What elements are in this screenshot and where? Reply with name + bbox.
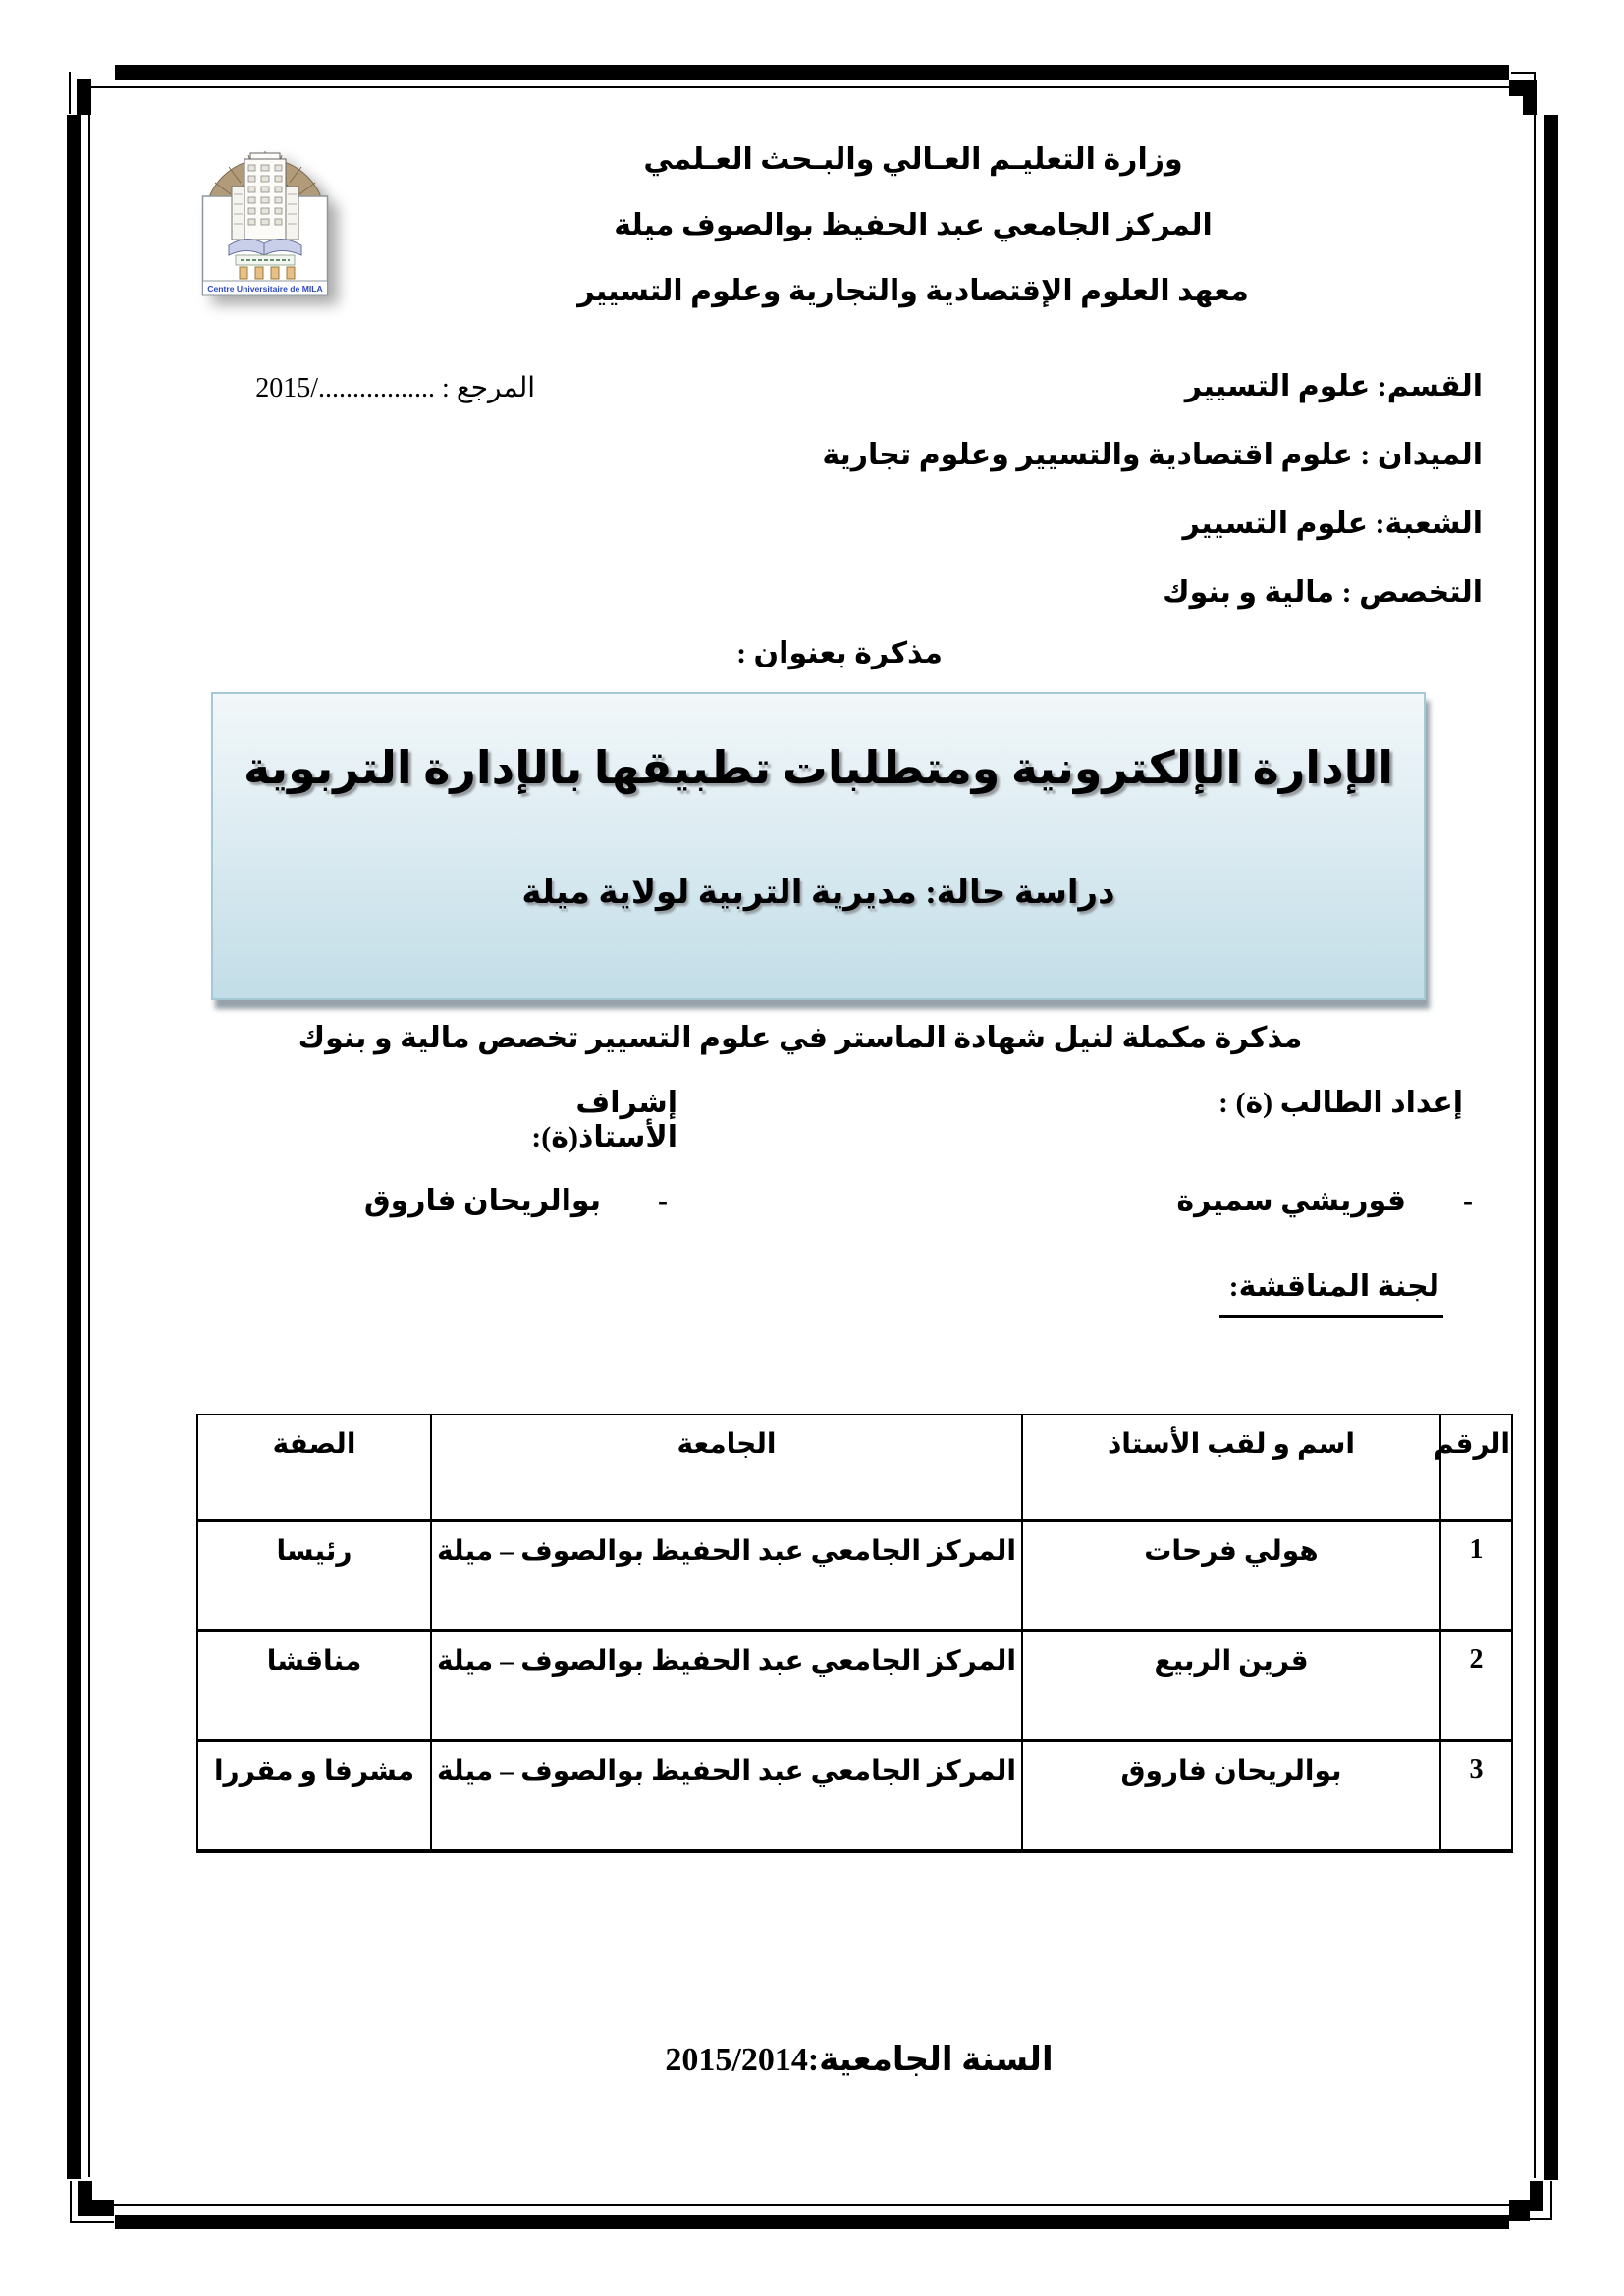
frame-segment bbox=[1544, 115, 1558, 2180]
professor-university: المركز الجامعي عبد الحفيظ بوالصوف – ميلة bbox=[431, 1631, 1022, 1741]
student-name-line bbox=[1176, 1184, 1473, 1218]
student-name: قوريشي سميرة bbox=[1176, 1185, 1406, 1217]
professor-role: رئيسا bbox=[197, 1521, 431, 1631]
thesis-title: الإدارة الإلكترونية ومتطلبات تطبيقها بالإدارة التربوية bbox=[243, 743, 1393, 793]
reference-line: المرجع : ................./2015 bbox=[255, 373, 535, 403]
col-header-role: الصفة bbox=[197, 1415, 431, 1521]
frame-segment bbox=[114, 2204, 1510, 2206]
ministry-line: وزارة التعليـم العـالي والبـحث العـلمي bbox=[643, 143, 1183, 176]
committee-label: لجنة المناقشة: bbox=[1219, 1269, 1443, 1318]
row-number: 2 bbox=[1440, 1631, 1512, 1741]
frame-segment bbox=[88, 94, 90, 2177]
row-number: 1 bbox=[1440, 1521, 1512, 1631]
supervision-label: إشراف الأستاذ(ة): bbox=[531, 1087, 677, 1153]
frame-segment bbox=[77, 79, 91, 115]
professor-role: مناقشا bbox=[197, 1631, 431, 1741]
professor-university: المركز الجامعي عبد الحفيظ بوالصوف – ميلة bbox=[431, 1741, 1022, 1852]
frame-segment bbox=[115, 65, 1509, 80]
memo-title-label: مذكرة بعنوان : bbox=[736, 637, 943, 669]
row-number: 3 bbox=[1440, 1741, 1512, 1852]
academic-year-line: السنة الجامعية:2015/2014 bbox=[665, 2042, 1054, 2078]
branch-line: الشعبة: علوم التسيير bbox=[1182, 507, 1483, 540]
prepared-by-label: إعداد الطالب (ة) : bbox=[1218, 1087, 1463, 1119]
university-logo bbox=[201, 145, 329, 296]
frame-segment bbox=[1509, 2218, 1552, 2220]
degree-line: مذكرة مكملة لنيل شهادة الماستر في علوم التسيير تخصص مالية و بنوك bbox=[298, 1022, 1303, 1054]
committee-label-wrap bbox=[1219, 1269, 1443, 1318]
institute-line: معهد العلوم الإقتصادية والتجارية وعلوم التسيير bbox=[577, 275, 1249, 307]
list-dash: - bbox=[658, 1185, 668, 1217]
field-line: الميدان : علوم اقتصادية والتسيير وعلوم تجارية bbox=[822, 439, 1483, 471]
frame-segment bbox=[92, 2200, 114, 2216]
professor-name: بوالريحان فاروق bbox=[1022, 1741, 1440, 1852]
committee-table bbox=[196, 1414, 1513, 1853]
list-dash: - bbox=[1463, 1185, 1473, 1217]
university-logo-icon bbox=[201, 145, 329, 296]
table-row bbox=[197, 1741, 1512, 1852]
frame-segment bbox=[69, 72, 71, 114]
professor-university: المركز الجامعي عبد الحفيظ بوالصوف – ميلة bbox=[431, 1521, 1022, 1631]
professor-name: هولي فرحات bbox=[1022, 1521, 1440, 1631]
frame-segment bbox=[91, 86, 1535, 88]
frame-segment bbox=[67, 115, 81, 2179]
professor-role: مشرفا و مقررا bbox=[197, 1741, 431, 1852]
frame-segment bbox=[70, 2181, 72, 2223]
document-header bbox=[334, 137, 1492, 335]
thesis-subtitle: دراسة حالة: مديرية التربية لولاية ميلة bbox=[521, 875, 1115, 911]
frame-segment bbox=[1523, 94, 1537, 115]
frame-segment bbox=[70, 2221, 114, 2223]
supervisor-name: بوالريحان فاروق bbox=[363, 1185, 601, 1217]
frame-segment bbox=[1534, 72, 1536, 2178]
department-line: القسم: علوم التسيير bbox=[1184, 370, 1483, 402]
thesis-title-box bbox=[211, 692, 1426, 1000]
table-row bbox=[197, 1521, 1512, 1631]
frame-segment bbox=[1530, 2181, 1543, 2211]
frame-segment bbox=[1550, 2181, 1552, 2220]
table-header-row bbox=[197, 1415, 1512, 1521]
frame-segment bbox=[1511, 72, 1536, 74]
frame-segment bbox=[115, 2215, 1509, 2229]
specialty-line: التخصص : مالية و بنوك bbox=[1163, 576, 1483, 609]
col-header-professor: اسم و لقب الأستاذ bbox=[1022, 1415, 1440, 1521]
col-header-number: الرقم bbox=[1440, 1415, 1512, 1521]
table-row bbox=[197, 1631, 1512, 1741]
logo-caption: Centre Universitaire de MILA bbox=[207, 284, 323, 294]
university-line: المركز الجامعي عبد الحفيظ بوالصوف ميلة bbox=[614, 209, 1213, 241]
col-header-university: الجامعة bbox=[431, 1415, 1022, 1521]
professor-name: قرين الربيع bbox=[1022, 1631, 1440, 1741]
supervisor-name-line bbox=[364, 1184, 668, 1218]
frame-segment bbox=[78, 2181, 92, 2216]
